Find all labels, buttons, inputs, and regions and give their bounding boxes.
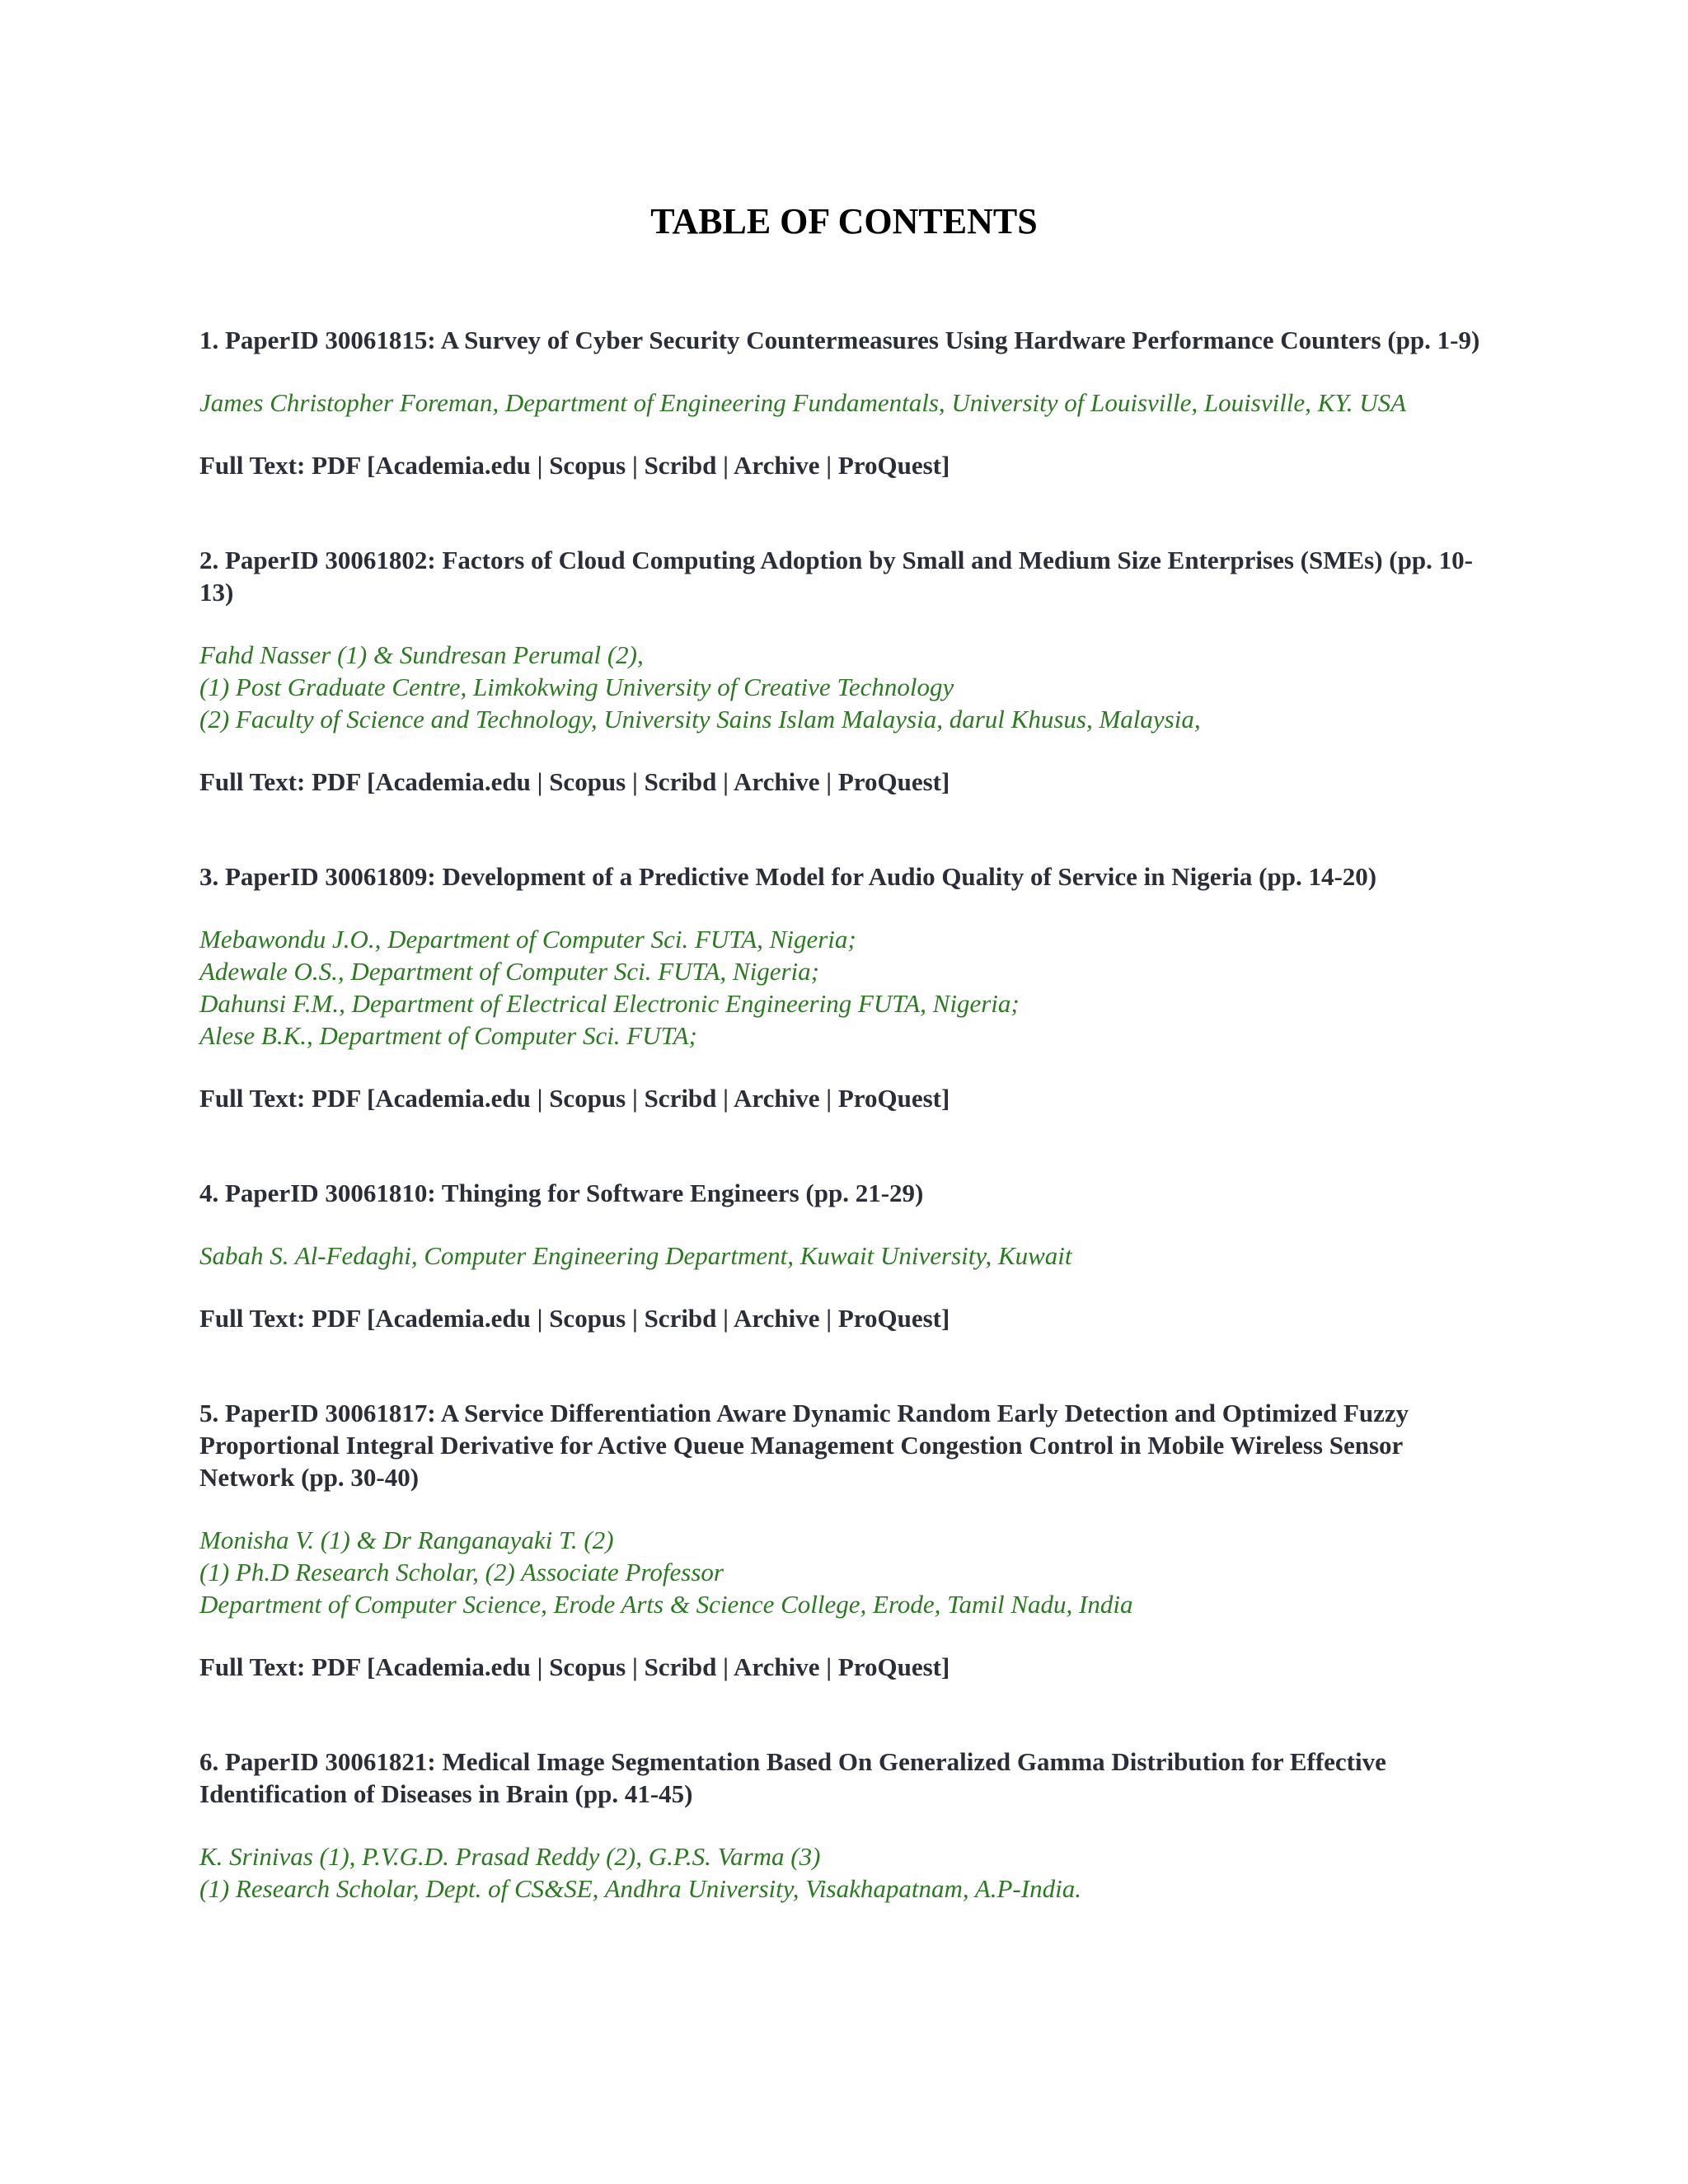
separator: | bbox=[626, 1304, 645, 1333]
academia-link[interactable]: Academia.edu bbox=[375, 1652, 531, 1681]
separator: | bbox=[530, 767, 550, 796]
archive-link[interactable]: Archive bbox=[734, 767, 820, 796]
author-line: James Christopher Foreman, Department of Engineering Fundamentals, University of Louisville, Louisville, KY. USA bbox=[199, 388, 1407, 417]
separator: | bbox=[716, 767, 734, 796]
pdf-link[interactable]: PDF bbox=[312, 1652, 361, 1681]
paper-title: 5. PaperID 30061817: A Service Differentiation Aware Dynamic Random Early Detection and Optimized Fuzzy Proportional Integral Derivative for Active Queue Management Congestion Control in Mobile Wireless Sensor Network (pp. 30-40) bbox=[199, 1399, 1409, 1492]
archive-link[interactable]: Archive bbox=[734, 1304, 820, 1333]
scopus-link[interactable]: Scopus bbox=[549, 1652, 626, 1681]
author-line: Monisha V. (1) & Dr Ranganayaki T. (2) bbox=[199, 1526, 614, 1554]
author-line: Department of Computer Science, Erode Arts & Science College, Erode, Tamil Nadu, India bbox=[199, 1590, 1133, 1619]
bracket-open: [ bbox=[360, 1304, 376, 1333]
scopus-link[interactable]: Scopus bbox=[549, 1304, 626, 1333]
pdf-link[interactable]: PDF bbox=[312, 1304, 361, 1333]
pdf-link[interactable]: PDF bbox=[312, 451, 361, 480]
fulltext-links bbox=[199, 1302, 1502, 1334]
separator: | bbox=[819, 1652, 838, 1681]
paper-authors bbox=[199, 639, 1502, 735]
bracket-close: ] bbox=[940, 451, 950, 480]
page-title: TABLE OF CONTENTS bbox=[650, 201, 1038, 241]
author-line: Sabah S. Al-Fedaghi, Computer Engineering Department, Kuwait University, Kuwait bbox=[199, 1241, 1072, 1270]
separator: | bbox=[716, 1304, 734, 1333]
academia-link[interactable]: Academia.edu bbox=[375, 1084, 531, 1113]
fulltext-links bbox=[199, 1651, 1502, 1683]
fulltext-label: Full Text: bbox=[199, 767, 312, 796]
proquest-link[interactable]: ProQuest bbox=[837, 1084, 941, 1113]
scribd-link[interactable]: Scribd bbox=[644, 451, 717, 480]
archive-link[interactable]: Archive bbox=[734, 451, 820, 480]
toc-entry-4 bbox=[199, 1177, 1502, 1334]
scribd-link[interactable]: Scribd bbox=[644, 1304, 717, 1333]
author-line: Alese B.K., Department of Computer Sci. FUTA; bbox=[199, 1021, 697, 1050]
separator: | bbox=[626, 767, 645, 796]
toc-entry-3 bbox=[199, 860, 1502, 1114]
bracket-open: [ bbox=[360, 1084, 376, 1113]
scopus-link[interactable]: Scopus bbox=[549, 767, 626, 796]
paper-title: 1. PaperID 30061815: A Survey of Cyber Security Countermeasures Using Hardware Performance Counters (pp. 1-9) bbox=[199, 326, 1480, 354]
fulltext-label: Full Text: bbox=[199, 451, 312, 480]
author-line: (2) Faculty of Science and Technology, University Sains Islam Malaysia, darul Khusus, Malaysia, bbox=[199, 705, 1201, 733]
author-line: (1) Research Scholar, Dept. of CS&SE, Andhra University, Visakhapatnam, A.P-India. bbox=[199, 1874, 1081, 1903]
author-line: Fahd Nasser (1) & Sundresan Perumal (2), bbox=[199, 640, 644, 669]
separator: | bbox=[716, 451, 734, 480]
separator: | bbox=[819, 1084, 838, 1113]
toc-entry-5 bbox=[199, 1397, 1502, 1683]
separator: | bbox=[626, 451, 645, 480]
bracket-open: [ bbox=[360, 767, 376, 796]
scopus-link[interactable]: Scopus bbox=[549, 1084, 626, 1113]
paper-authors bbox=[199, 1524, 1502, 1620]
separator: | bbox=[819, 767, 838, 796]
fulltext-links bbox=[199, 1082, 1502, 1114]
author-line: K. Srinivas (1), P.V.G.D. Prasad Reddy (2), G.P.S. Varma (3) bbox=[199, 1842, 821, 1871]
paper-authors bbox=[199, 387, 1502, 419]
author-line: Dahunsi F.M., Department of Electrical Electronic Engineering FUTA, Nigeria; bbox=[199, 989, 1020, 1018]
toc-entry-6 bbox=[199, 1746, 1502, 1905]
paper-title: 4. PaperID 30061810: Thinging for Software Engineers (pp. 21-29) bbox=[199, 1179, 924, 1207]
proquest-link[interactable]: ProQuest bbox=[837, 767, 941, 796]
separator: | bbox=[819, 451, 838, 480]
paper-title: 6. PaperID 30061821: Medical Image Segmentation Based On Generalized Gamma Distribution for Effective Identification of Diseases in Brain (pp. 41-45) bbox=[199, 1747, 1386, 1808]
separator: | bbox=[626, 1652, 645, 1681]
scribd-link[interactable]: Scribd bbox=[644, 767, 717, 796]
paper-authors bbox=[199, 1240, 1502, 1272]
pdf-link[interactable]: PDF bbox=[312, 1084, 361, 1113]
fulltext-label: Full Text: bbox=[199, 1084, 312, 1113]
paper-title: 3. PaperID 30061809: Development of a Predictive Model for Audio Quality of Service in Nigeria (pp. 14-20) bbox=[199, 862, 1377, 891]
bracket-close: ] bbox=[940, 1084, 950, 1113]
bracket-open: [ bbox=[360, 1652, 376, 1681]
bracket-close: ] bbox=[940, 1304, 950, 1333]
scribd-link[interactable]: Scribd bbox=[644, 1652, 717, 1681]
author-line: (1) Post Graduate Centre, Limkokwing University of Creative Technology bbox=[199, 673, 954, 701]
fulltext-links bbox=[199, 449, 1502, 481]
paper-title: 2. PaperID 30061802: Factors of Cloud Computing Adoption by Small and Medium Size Enterprises (SMEs) (pp. 10-13) bbox=[199, 546, 1473, 607]
academia-link[interactable]: Academia.edu bbox=[375, 451, 531, 480]
separator: | bbox=[530, 1304, 550, 1333]
academia-link[interactable]: Academia.edu bbox=[375, 1304, 531, 1333]
paper-authors bbox=[199, 923, 1502, 1052]
separator: | bbox=[530, 451, 550, 480]
separator: | bbox=[530, 1652, 550, 1681]
proquest-link[interactable]: ProQuest bbox=[837, 1652, 941, 1681]
scribd-link[interactable]: Scribd bbox=[644, 1084, 717, 1113]
paper-authors bbox=[199, 1840, 1502, 1905]
academia-link[interactable]: Academia.edu bbox=[375, 767, 531, 796]
scopus-link[interactable]: Scopus bbox=[549, 451, 626, 480]
author-line: Adewale O.S., Department of Computer Sci. FUTA, Nigeria; bbox=[199, 957, 819, 986]
fulltext-label: Full Text: bbox=[199, 1304, 312, 1333]
separator: | bbox=[716, 1084, 734, 1113]
fulltext-links bbox=[199, 766, 1502, 798]
proquest-link[interactable]: ProQuest bbox=[837, 451, 941, 480]
toc-entry-1 bbox=[199, 324, 1502, 481]
author-line: (1) Ph.D Research Scholar, (2) Associate Professor bbox=[199, 1558, 724, 1586]
author-line: Mebawondu J.O., Department of Computer Sci. FUTA, Nigeria; bbox=[199, 925, 856, 954]
bracket-close: ] bbox=[940, 767, 950, 796]
pdf-link[interactable]: PDF bbox=[312, 767, 361, 796]
separator: | bbox=[716, 1652, 734, 1681]
proquest-link[interactable]: ProQuest bbox=[837, 1304, 941, 1333]
bracket-open: [ bbox=[360, 451, 376, 480]
toc-entry-2 bbox=[199, 544, 1502, 798]
archive-link[interactable]: Archive bbox=[734, 1652, 820, 1681]
archive-link[interactable]: Archive bbox=[734, 1084, 820, 1113]
table-of-contents bbox=[199, 324, 1502, 1967]
bracket-close: ] bbox=[940, 1652, 950, 1681]
separator: | bbox=[819, 1304, 838, 1333]
separator: | bbox=[626, 1084, 645, 1113]
separator: | bbox=[530, 1084, 550, 1113]
fulltext-label: Full Text: bbox=[199, 1652, 312, 1681]
